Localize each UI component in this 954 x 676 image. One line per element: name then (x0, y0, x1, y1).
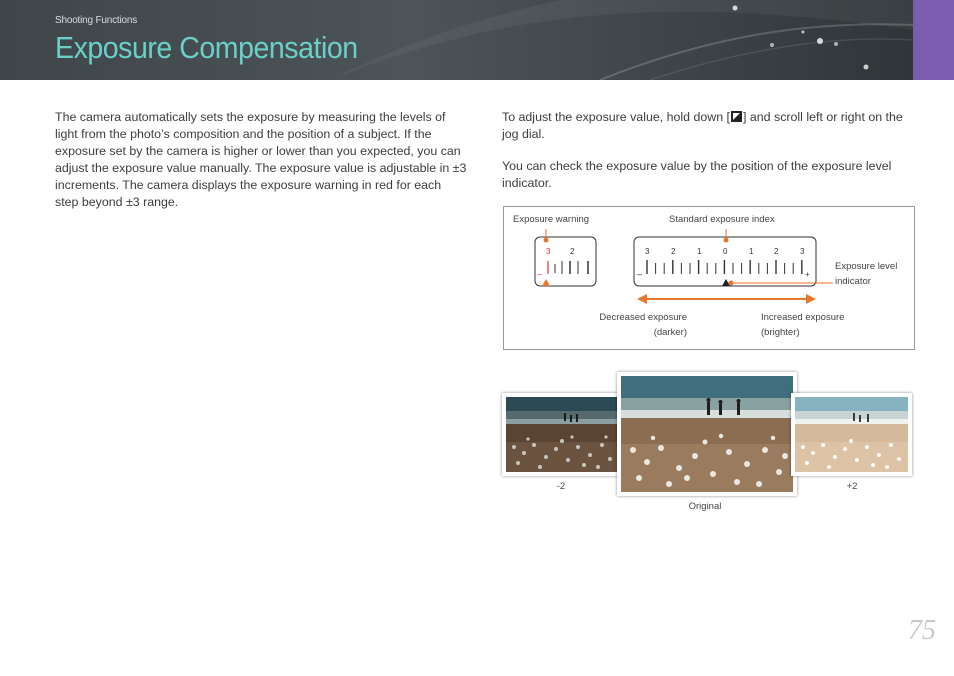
standard-index-label: Standard exposure index (669, 214, 775, 225)
minus-sign: – (537, 269, 543, 279)
beach-photo-brighter (795, 397, 908, 472)
increased-sub: (brighter) (761, 327, 800, 338)
decreased-title: Decreased exposure (599, 312, 687, 323)
main-scale-number: 3 (645, 247, 650, 256)
page-number: 75 (908, 615, 936, 646)
chapter-tab (913, 0, 954, 80)
warning-scale-number: 3 (546, 247, 551, 256)
minus-sign: – (637, 269, 643, 279)
exposure-button-icon (731, 111, 742, 122)
level-indicator-label: Exposure level indicator (835, 261, 898, 287)
intro-paragraph: The camera automatically sets the exposure by measuring the levels of light from the photo’s composition and the position of a subject. If the exposure set by the camera is higher or lower than you expected, you can adjust the exposure value manually. The exposure value is adjustable in ±3 increments. The camera displays the exposure warning in red for each step beyond ±3 range. (55, 110, 467, 209)
decreased-exposure-label (574, 310, 687, 340)
beach-photo-darker (506, 397, 618, 472)
increased-title: Increased exposure (761, 312, 845, 323)
decreased-sub: (darker) (653, 327, 687, 338)
adjust-text-before: To adjust the exposure value, hold down [ (502, 110, 730, 124)
page-header (0, 0, 913, 80)
photo-brighter (791, 393, 912, 476)
main-scale-number: 3 (800, 247, 805, 256)
page-title: Exposure Compensation (55, 30, 358, 65)
main-scale-number: 1 (749, 247, 754, 256)
adjust-instructions (502, 109, 907, 143)
main-scale-number: 2 (671, 247, 676, 256)
adjust-text-after: ] and scroll left or right on the jog dial. (502, 110, 903, 141)
section-label: Shooting Functions (55, 15, 138, 26)
beach-photo-original (621, 376, 793, 492)
caption-brighter: +2 (846, 481, 858, 492)
check-paragraph: You can check the exposure value by the position of the exposure level indicator. (502, 159, 892, 190)
plus-sign: + (805, 270, 810, 279)
main-scale-number: 1 (697, 247, 702, 256)
warning-scale-box (535, 237, 596, 286)
exposure-diagram (503, 206, 915, 350)
increased-exposure-label (761, 310, 871, 340)
caption-original: Original (688, 501, 722, 512)
warning-scale-number: 2 (570, 247, 575, 256)
photo-darker (502, 393, 622, 476)
exposure-warning-label: Exposure warning (513, 214, 590, 225)
main-scale-number: 2 (774, 247, 779, 256)
caption-darker: -2 (556, 481, 566, 492)
main-scale-number: 0 (723, 247, 728, 256)
photo-original (617, 372, 797, 496)
